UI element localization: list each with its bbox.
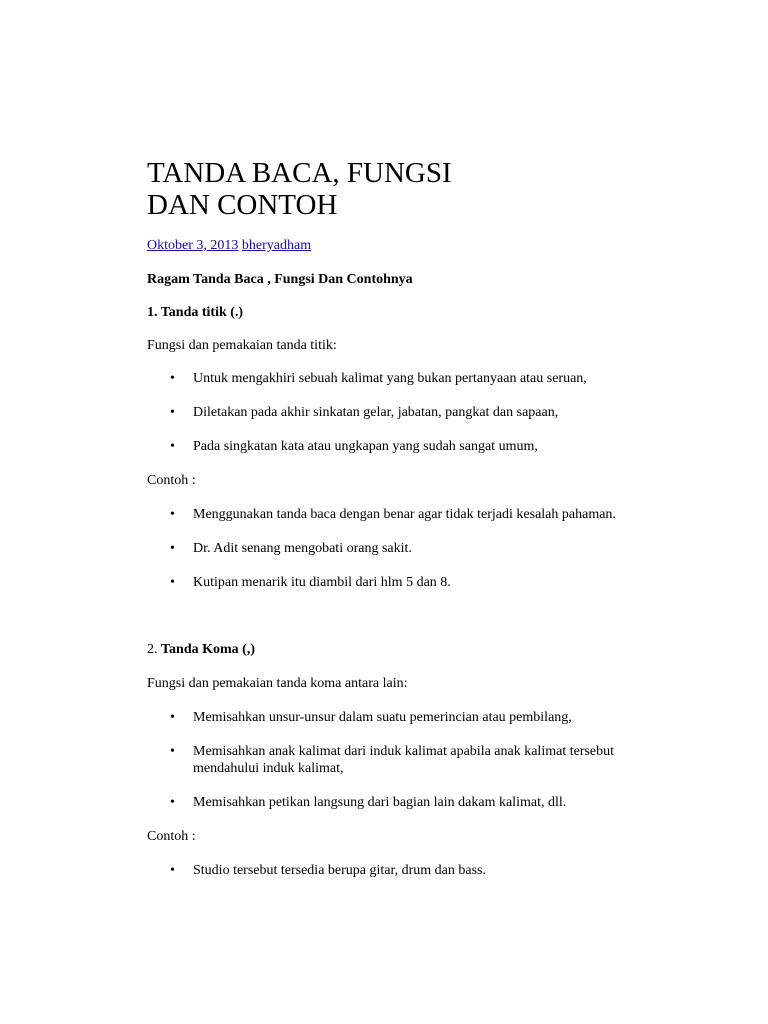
list-item: • Pada singkatan kata atau ungkapan yang sudah sangat umum, [147, 438, 678, 455]
list-item: • Memisahkan unsur-unsur dalam suatu pemerincian atau pembilang, [147, 709, 678, 726]
date-link[interactable]: Oktober 3, 2013 [147, 238, 239, 253]
list-item: • Untuk mengakhiri sebuah kalimat yang bukan pertanyaan atau seruan, [147, 370, 678, 387]
list-item: • Dr. Adit senang mengobati orang sakit. [147, 540, 678, 557]
list-item: • Studio tersebut tersedia berupa gitar, drum dan bass. [147, 862, 678, 879]
section-intro-koma: Fungsi dan pemakaian tanda koma antara lain: [147, 676, 408, 691]
author-link[interactable]: bheryadham [241, 238, 312, 253]
section-title: Tanda Koma (,) [161, 642, 256, 657]
list-item: • Kutipan menarik itu diambil dari hlm 5 dan 8. [147, 574, 678, 591]
list-item: • Memisahkan anak kalimat dari induk kalimat apabila anak kalimat tersebut mendahului induk kalimat, [147, 743, 678, 777]
example-list-koma [147, 862, 677, 879]
section-number: 2. [147, 642, 158, 657]
list-item: • Diletakan pada akhir sinkatan gelar, jabatan, pangkat dan sapaan, [147, 404, 678, 421]
article-title [147, 157, 677, 221]
list-item: • Menggunakan tanda baca dengan benar agar tidak terjadi kesalah pahaman. [147, 506, 678, 523]
function-list-koma [147, 709, 677, 811]
contoh-label-koma: Contoh : [147, 829, 196, 844]
list-item: • Memisahkan petikan langsung dari bagian lain dakam kalimat, dll. [147, 794, 678, 811]
section-heading-koma [147, 641, 677, 658]
section-heading-titik: 1. Tanda titik (.) [147, 305, 244, 320]
article-subheading: Ragam Tanda Baca , Fungsi Dan Contohnya [147, 272, 413, 287]
document-page [147, 157, 677, 879]
function-list-titik [147, 370, 677, 455]
title-line-2: DAN CONTOH [147, 189, 338, 221]
section-intro-titik: Fungsi dan pemakaian tanda titik: [147, 338, 337, 353]
example-list-titik [147, 506, 677, 591]
title-line-1: TANDA BACA, FUNGSI [147, 157, 452, 189]
contoh-label-titik: Contoh : [147, 473, 196, 488]
post-meta [147, 237, 677, 255]
